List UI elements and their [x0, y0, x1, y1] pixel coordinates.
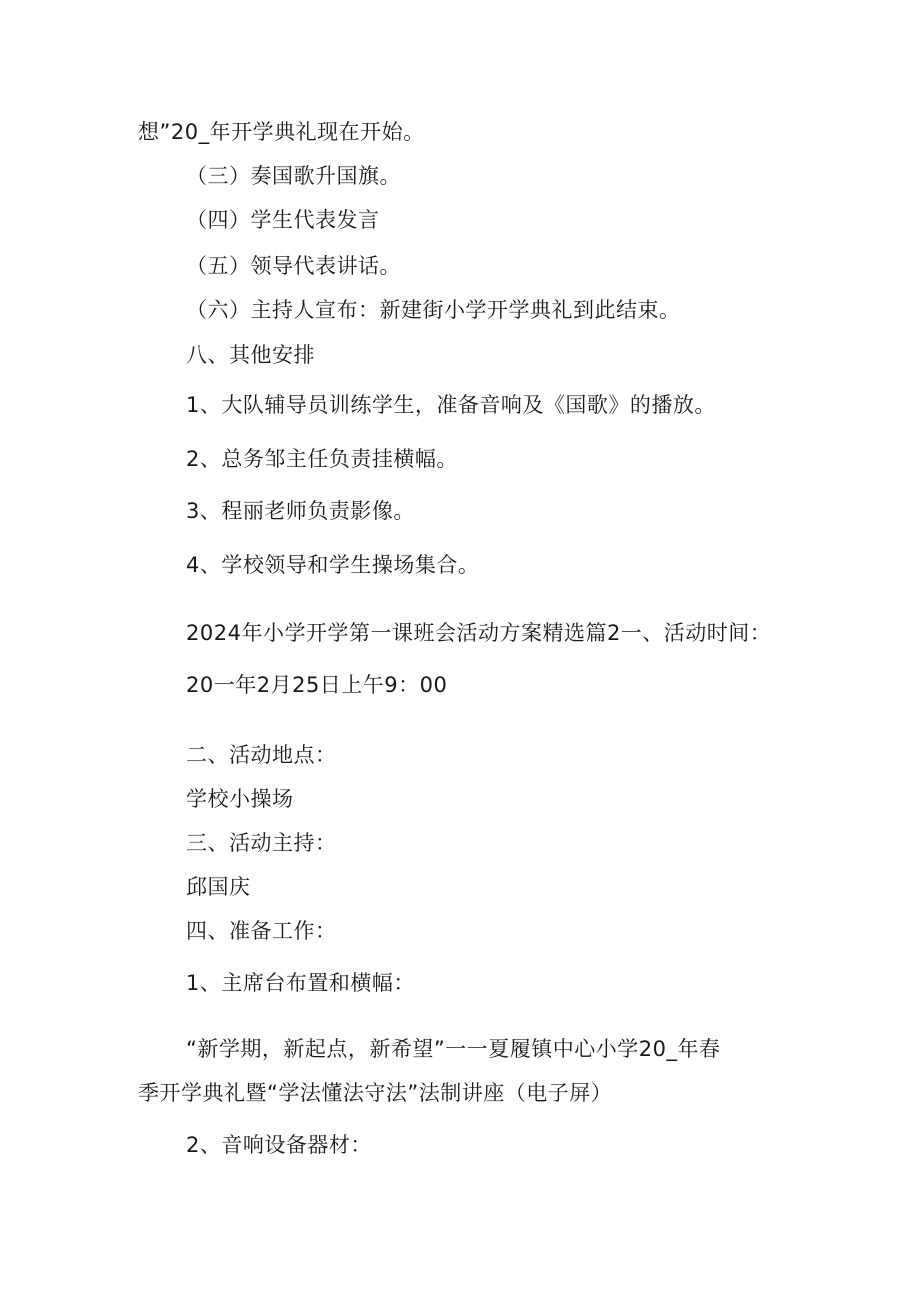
section-heading: 二、活动地点：	[186, 743, 337, 767]
text-line: （六）主持人宣布：新建街小学开学典礼到此结束。	[186, 298, 681, 322]
text-line: 邱国庆	[186, 875, 251, 899]
text-line: “新学期，新起点，新希望”一一夏履镇中心小学20_年春	[186, 1037, 721, 1061]
list-item: 2、音响设备器材：	[186, 1133, 372, 1157]
text-line: 学校小操场	[186, 787, 294, 811]
text-line: 想”20_年开学典礼现在开始。	[138, 120, 425, 144]
text-line: （五）领导代表讲话。	[186, 254, 401, 278]
section-heading: 四、准备工作：	[186, 919, 337, 943]
list-item: 4、学校领导和学生操场集合。	[186, 553, 480, 577]
section-title: 2024年小学开学第一课班会活动方案精选篇2一、活动时间：	[186, 621, 772, 645]
text-line: （四）学生代表发言	[186, 208, 380, 232]
text-line: 20一年2月25日上午9：00	[186, 673, 448, 697]
list-item: 1、大队辅导员训练学生，准备音响及《国歌》的播放。	[186, 393, 716, 417]
section-heading: 八、其他安排	[186, 343, 315, 367]
list-item: 1、主席台布置和横幅：	[186, 971, 415, 995]
list-item: 3、程丽老师负责影像。	[186, 499, 415, 523]
list-item: 2、总务邹主任负责挂横幅。	[186, 447, 458, 471]
text-line: （三）奏国歌升国旗。	[186, 164, 401, 188]
text-line: 季开学典礼暨“学法懂法守法”法制讲座（电子屏）	[138, 1081, 613, 1105]
section-heading: 三、活动主持：	[186, 831, 337, 855]
